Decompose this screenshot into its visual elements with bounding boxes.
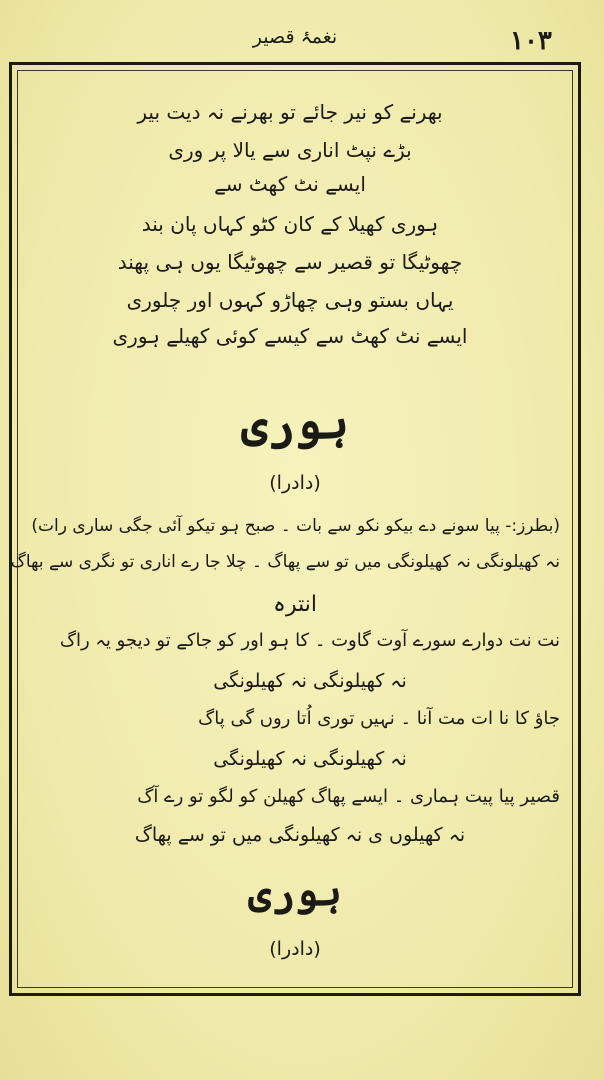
section-tala-2: (دادرا): [269, 938, 321, 960]
stanza-line-3: ایسے نٹ کھٹ سے: [214, 172, 366, 196]
tarz-line: (بطرز:- پیا سونے دے بیکو نکو سے بات ۔ صبح ہو تیکو آئی جگی ساری رات): [31, 516, 560, 536]
antara-line-3: قصیر پیا پیت ہماری ۔ ایسے پھاگ کھیلن کو لگو تو رے آگ: [137, 786, 560, 807]
section-title-hori: ہوری: [241, 395, 349, 449]
stanza-line-5: چھوٹیگا تو قصیر سے چھوٹیگا یوں ہی پھند: [117, 250, 463, 274]
page-number: ١٠٣: [510, 26, 552, 56]
stanza-line-7: ایسے نٹ کھٹ سے کیسے کوئی کھیلے ہوری: [112, 324, 468, 348]
stanza-line-2: بڑے نپٹ اناری سے یالا پر وری: [168, 138, 412, 162]
stanza-line-4: ہوری کھیلا کے کان کٹو کہاں پان بند: [141, 212, 439, 236]
antara-line-1: نت نت دوارے سورے آوت گاوت ۔ کا ہو اور کو جاکے تو دیجو یہ راگ: [59, 630, 560, 651]
stanza-line-1: بھرنے کو نیر جائے تو بھرنے نہ دیت بیر: [137, 100, 443, 124]
stanza-line-6: یہاں بستو وہی چھاڑو کہوں اور چلوری: [126, 288, 454, 312]
section-title-hori-2: ہوری: [248, 868, 342, 915]
refrain-line-1: نہ کھیلونگی نہ کھیلونگی: [213, 670, 407, 692]
page-header: [0, 14, 604, 60]
antara-label: انترہ: [273, 592, 317, 617]
antara-line-2: جاؤ کا نا ات مت آنا ۔ نہیں توری اُتا روں گی پاگ: [198, 708, 560, 729]
running-head: نغمۂ قصیر: [252, 26, 338, 48]
sthayi-line: نہ کھیلونگی نہ کھیلونگی میں تو سے پھاگ ۔ چلا جا رے اناری تو نگری سے بھاگ: [10, 552, 560, 572]
section-tala: (دادرا): [269, 472, 321, 494]
refrain-line-3: نہ کھیلوں ی نہ کھیلونگی میں تو سے پھاگ: [134, 824, 466, 846]
refrain-line-2: نہ کھیلونگی نہ کھیلونگی: [213, 748, 407, 770]
